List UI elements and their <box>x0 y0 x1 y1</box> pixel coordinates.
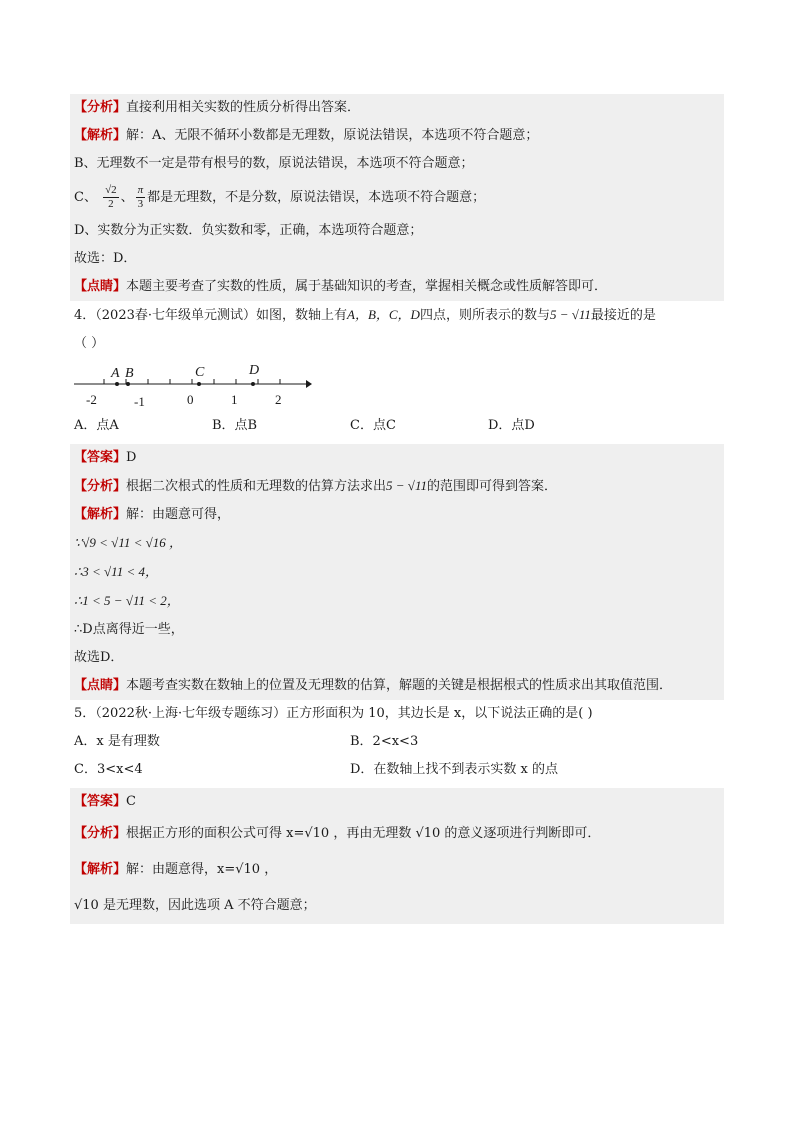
q3-solution-line2 <box>70 150 724 178</box>
q5-options-row2 <box>70 756 724 784</box>
stem-suffix: 最接近的是 <box>590 308 656 323</box>
solution-text: 解：由题意可得， <box>126 507 231 522</box>
solution-tag: 【解析】 <box>74 862 127 877</box>
analysis-expression: 5 − √11 <box>386 478 427 493</box>
point-label-c: C <box>195 365 205 380</box>
tick-label: 1 <box>231 392 238 407</box>
number-line-figure <box>70 362 320 410</box>
option-a: A．x 是有理数 <box>74 734 160 749</box>
q3-solution-line3 <box>70 178 724 217</box>
solution-tag: 【解析】 <box>74 507 127 522</box>
solution-text: D、实数分为正实数．负实数和零，正确，本选项符合题意； <box>74 223 423 238</box>
point-a-dot <box>115 382 119 386</box>
q3-solution-line4 <box>70 217 724 245</box>
q4-solution-line2 <box>70 529 724 558</box>
comment-text: 本题主要考查了实数的性质，属于基础知识的考查，掌握相关概念或性质解答即可． <box>126 279 608 294</box>
arrow-head-icon <box>306 380 312 388</box>
q3-comment <box>70 273 724 301</box>
tick-label: -2 <box>86 392 97 407</box>
solution-text: ∵√9 < √11 < √16 ， <box>74 535 183 550</box>
solution-prefix: C、 <box>74 190 97 205</box>
tick-label: 0 <box>187 392 194 407</box>
answer-tag: 【答案】 <box>74 450 127 465</box>
solution-text: ∴1 < 5 − √11 < 2， <box>74 593 180 608</box>
analysis-prefix: 根据二次根式的性质和无理数的估算方法求出 <box>126 479 387 494</box>
q4-answer <box>70 444 724 472</box>
stem-paren: （ ） <box>74 336 105 351</box>
tick-label: 2 <box>275 392 282 407</box>
solution-text: 解：由题意得，x=√10 ， <box>126 862 278 877</box>
analysis-tag: 【分析】 <box>74 479 127 494</box>
analysis-suffix: 的范围即可得到答案． <box>426 479 557 494</box>
point-c-dot <box>197 382 201 386</box>
q4-solution-line6 <box>70 644 724 672</box>
option-b: B．点B <box>212 418 258 433</box>
tick-label: -1 <box>134 394 145 409</box>
comment-text: 本题考查实数在数轴上的位置及无理数的估算，解题的关键是根据根式的性质求出其取值范围． <box>126 678 673 693</box>
solution-text: 故选D． <box>74 650 124 665</box>
separator: 、 <box>120 190 134 205</box>
point-b-dot <box>126 382 130 386</box>
answer-tag: 【答案】 <box>74 794 127 809</box>
tick-labels <box>86 392 282 409</box>
analysis-text: 根据正方形的面积公式可得 x=√10 ，再由无理数 √10 的意义逐项进行判断即可． <box>126 826 601 841</box>
q5-answer <box>70 788 724 816</box>
answer-value: C <box>126 794 136 809</box>
fraction-denominator: 2 <box>108 198 114 210</box>
option-a: A．点A <box>74 418 119 433</box>
option-c: C．3<x<4 <box>74 762 143 777</box>
q3-solution-line1 <box>70 122 724 150</box>
q5-stem <box>70 700 724 728</box>
fraction-pi-over-3 <box>136 184 146 211</box>
q4-solution-line3 <box>70 558 724 587</box>
point-label-b: B <box>125 366 134 381</box>
q4-solution-line1 <box>70 501 724 529</box>
option-b: B．2<x<3 <box>350 734 419 749</box>
q5-options-row1 <box>70 728 724 756</box>
solution-suffix: 都是无理数，不是分数，原说法错误，本选项不符合题意； <box>147 190 486 205</box>
option-d: D．在数轴上找不到表示实数 x 的点 <box>350 762 559 777</box>
analysis-tag: 【分析】 <box>74 826 127 841</box>
q4-stem-line2 <box>70 330 724 358</box>
q5-analysis <box>70 816 724 852</box>
answer-value: D <box>126 450 137 465</box>
analysis-tag: 【分析】 <box>74 100 127 115</box>
point-labels <box>110 363 259 381</box>
solution-tag: 【解析】 <box>74 128 127 143</box>
stem-prefix: 4．（2023春·七年级单元测试）如图，数轴上有 <box>74 308 347 323</box>
q4-solution-line4 <box>70 587 724 616</box>
fraction-sqrt2-over-2 <box>103 184 119 211</box>
q4-stem-line1 <box>70 301 724 330</box>
fraction-numerator: π <box>137 184 144 196</box>
stem-expression: 5 − √11 <box>549 307 591 322</box>
point-label-d: D <box>249 363 260 378</box>
stem-text: 5．（2022秋·上海·七年级专题练习）正方形面积为 10，其边长是 x，以下说法正确的是( ) <box>74 706 593 721</box>
solution-text: ∴D点离得近一些， <box>74 622 184 637</box>
comment-tag: 【点睛】 <box>74 279 127 294</box>
q4-analysis <box>70 472 724 501</box>
comment-tag: 【点睛】 <box>74 678 127 693</box>
q3-analysis <box>70 94 724 122</box>
stem-mid: 四点，则所表示的数与 <box>419 308 550 323</box>
solution-text: ∴3 < √11 < 4， <box>74 564 158 579</box>
q3-solution-line5 <box>70 245 724 273</box>
point-d-dot <box>251 382 255 386</box>
point-label-a: A <box>111 366 120 381</box>
q5-solution-line1 <box>70 852 724 888</box>
stem-points: A，B，C，D <box>347 307 420 322</box>
fraction-numerator: √2 <box>105 184 117 196</box>
q5-solution-line2 <box>70 888 724 924</box>
option-c: C．点C <box>350 418 396 433</box>
solution-text: √10 是无理数，因此选项 A 不符合题意； <box>74 898 316 913</box>
solution-text: B、无理数不一定是带有根号的数，原说法错误，本选项不符合题意； <box>74 156 474 171</box>
option-d: D．点D <box>488 418 535 433</box>
solution-text: 解：A、无限不循环小数都是无理数，原说法错误，本选项不符合题意； <box>126 128 539 143</box>
q4-options <box>70 412 724 440</box>
q4-solution-line5 <box>70 616 724 644</box>
document-page <box>70 94 724 924</box>
q4-comment <box>70 672 724 700</box>
solution-text: 故选：D． <box>74 251 137 266</box>
analysis-text: 直接利用相关实数的性质分析得出答案． <box>126 100 361 115</box>
fraction-denominator: 3 <box>137 198 144 210</box>
